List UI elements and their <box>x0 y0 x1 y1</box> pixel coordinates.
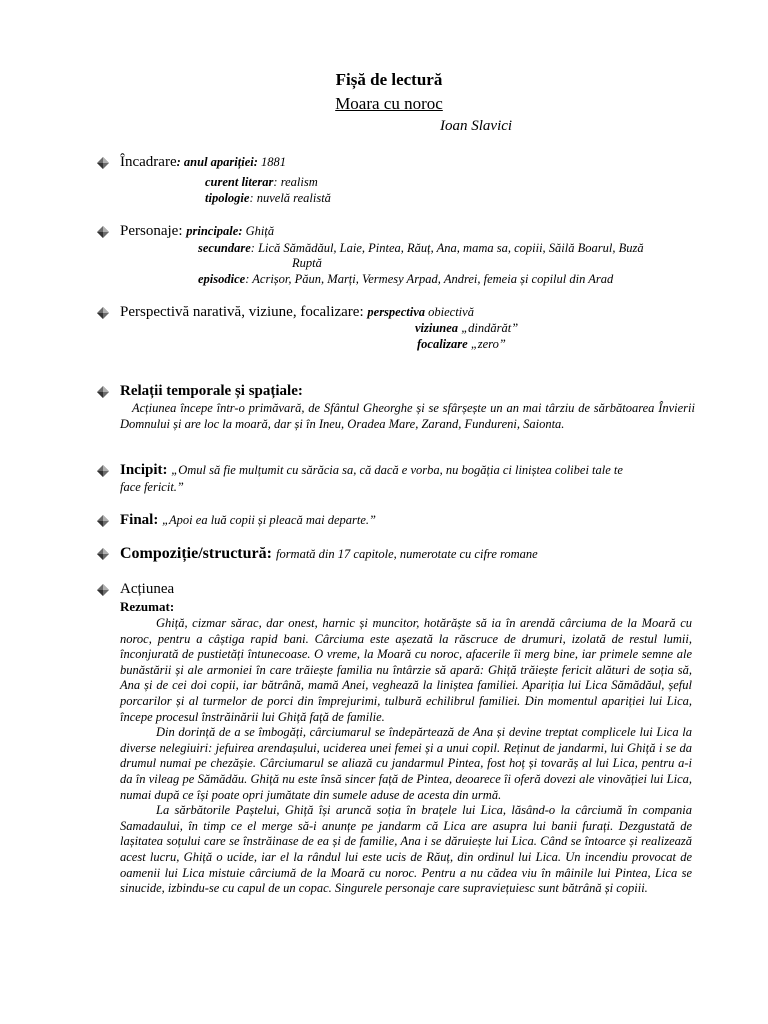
diamond-bullet-icon <box>97 386 109 398</box>
relatii-heading: Relații temporale și spațiale: <box>120 383 303 399</box>
rezumat-paragraph-1: Ghiță, cizmar sărac, dar onest, harnic și muncitor, hotărăște să ia în arendă cârciuma de la Moară cu noroc, pentru a câștiga rapid bani. Cârciuma este așezată la răscruce de drumuri, izolată de restul lumii, înconjurată de pustietăți întunecoase. O vreme, la Moară cu noroc, afacerile îi merg bine, iar primele semne ale bunăstării și ale armoniei în care trăiește familia nu întârzie să apară: Ghiță trăiește fericit alături de soția să, Ana și de cei doi copii, iar bătrână, mamă Anei, veghează la liniștea familiei. Apariția lui Lica Sămădăul, șeful porcarilor și al turmelor de porci din împrejurimi, tulbură echilibrul familiei. Din momentul apariției lui Lica, începe procesul înstrăinării lui Ghiță față de familie. <box>120 616 692 724</box>
final-label: Final: <box>120 512 159 528</box>
principale-value: Ghiță <box>242 224 275 238</box>
actiunea-heading: Acțiunea <box>120 581 175 597</box>
rezumat-paragraph-3: La sărbătorile Paștelui, Ghiță își aruncă soția în brațele lui Lica, lăsând-o la cârciumă în compania Samadaului, în timp ce el merge să-i anunțe pe jandarm că Lica are asupra lui banii furați. Dezgustată de lașitatea soțului care se înstrăinase de ea și de familie, Ana i se dăruiește lui Lica. Când se întoarce și realizează acest lucru, Ghiță o ucide, iar el la rândul lui este ucis de Răuț, din ordinul lui Lica. Un incendiu provocat de oamenii lui Lica mistuie cârciumă de la Moară cu noroc. Pentru a nu cădea viu în mâinile lui Pintea, Lica se sinucide, izbindu-se cu capul de un copac. Singurele personaje care supraviețuiesc sunt bătrână și copiii. <box>120 803 692 896</box>
section-incadrare <box>120 154 286 171</box>
rezumat-paragraph-2: Din dorință de a se îmbogăți, cârciumarul se îndepărtează de Ana și devine treptat complicele lui Lica la diverse nelegiuiri: jefuirea arendașului, uciderea unei femei și a unui copil. Reținut de jandarmi, lui Ghiță i se da drumul numai pe chezășie. Cârciumarul se aliază cu jandarmul Pintea, fost hoț și tovarăș al lui Lica, pentru a-i da în vileag pe Sămădău. Ghiță nu este însă sincer față de Pintea, deoarece îi oferă dovezi ale vinovăției lui Lica, numai după ce își poate opri jumătate din sumele aduse de acesta din urmă. <box>120 725 692 802</box>
tipologie-value: : nuvelă realistă <box>249 191 331 205</box>
diamond-bullet-icon <box>97 465 109 477</box>
incipit-label: Incipit: <box>120 462 168 478</box>
author-name: Ioan Slavici <box>440 118 513 134</box>
final-text: „Apoi ea luă copii și pleacă mai departe.” <box>162 513 376 527</box>
document-title: Fișă de lectură <box>335 70 443 89</box>
an-aparitiei-label: : anul apariției: <box>176 155 258 169</box>
curent-literar-label: curent literar <box>205 175 274 189</box>
relatii-paragraph: Acțiunea începe într-o primăvară, de Sfântul Gheorghe și se sfârșește un an mai târziu de sărbătoarea Învierii Domnului și are loc la moară, dar și în Ineu, Oradea Mare, Zarand, Fundureni, Saionta. <box>120 401 695 431</box>
diamond-bullet-icon <box>97 584 109 596</box>
focalizare-label: focalizare <box>417 337 468 351</box>
section-incipit <box>120 462 623 479</box>
viziunea-value: „dindărăt” <box>458 321 519 335</box>
principale-label: principale: <box>186 224 243 238</box>
curent-literar-line <box>205 175 318 190</box>
incipit-text: „Omul să fie mulțumit cu sărăcia sa, că dacă e vorba, nu bogăția ci liniștea colibei tale te <box>171 463 623 477</box>
relatii-text <box>120 401 695 432</box>
focalizare-line <box>417 337 506 352</box>
diamond-bullet-icon <box>97 307 109 319</box>
rezumat-text <box>120 616 692 897</box>
compozitie-label: Compoziție/structură: <box>120 545 272 562</box>
perspectiva-value: obiectivă <box>425 305 474 319</box>
secundare-line <box>198 241 644 256</box>
personaje-label: Personaje: <box>120 223 183 239</box>
secundare-label: secundare <box>198 241 251 255</box>
episodice-line <box>198 272 613 287</box>
an-aparitiei-value: 1881 <box>257 155 287 169</box>
section-compozitie <box>120 545 538 563</box>
tipologie-label: tipologie <box>205 191 250 205</box>
secundare-value-continued: Ruptă <box>292 256 322 270</box>
compozitie-text: formată din 17 capitole, numerotate cu cifre romane <box>275 547 538 561</box>
perspectiva-label: perspectiva <box>367 305 426 319</box>
viziunea-label: viziunea <box>415 321 459 335</box>
episodice-label: episodice <box>198 272 246 286</box>
diamond-bullet-icon <box>97 515 109 527</box>
diamond-bullet-icon <box>97 157 109 169</box>
episodice-value: : Acrișor, Păun, Marți, Vermesy Arpad, Andrei, femeia și copilul din Arad <box>245 272 614 286</box>
incipit-text-continued: face fericit.” <box>120 480 184 494</box>
focalizare-value: „zero” <box>467 337 506 351</box>
diamond-bullet-icon <box>97 548 109 560</box>
secundare-value: : Lică Sămădăul, Laie, Pintea, Răuț, Ana, mama sa, copiii, Săilă Boarul, Buză <box>250 241 644 255</box>
section-perspectiva <box>120 304 474 321</box>
perspectiva-heading: Perspectivă narativă, viziune, focalizare: <box>120 304 364 320</box>
section-personaje <box>120 223 274 240</box>
tipologie-line <box>205 191 331 206</box>
diamond-bullet-icon <box>97 226 109 238</box>
viziunea-line <box>415 321 518 336</box>
incadrare-label: Încadrare <box>120 154 177 170</box>
rezumat-label: Rezumat: <box>120 599 175 614</box>
curent-literar-value: : realism <box>273 175 318 189</box>
section-final <box>120 512 376 529</box>
book-title: Moara cu noroc <box>335 94 443 113</box>
